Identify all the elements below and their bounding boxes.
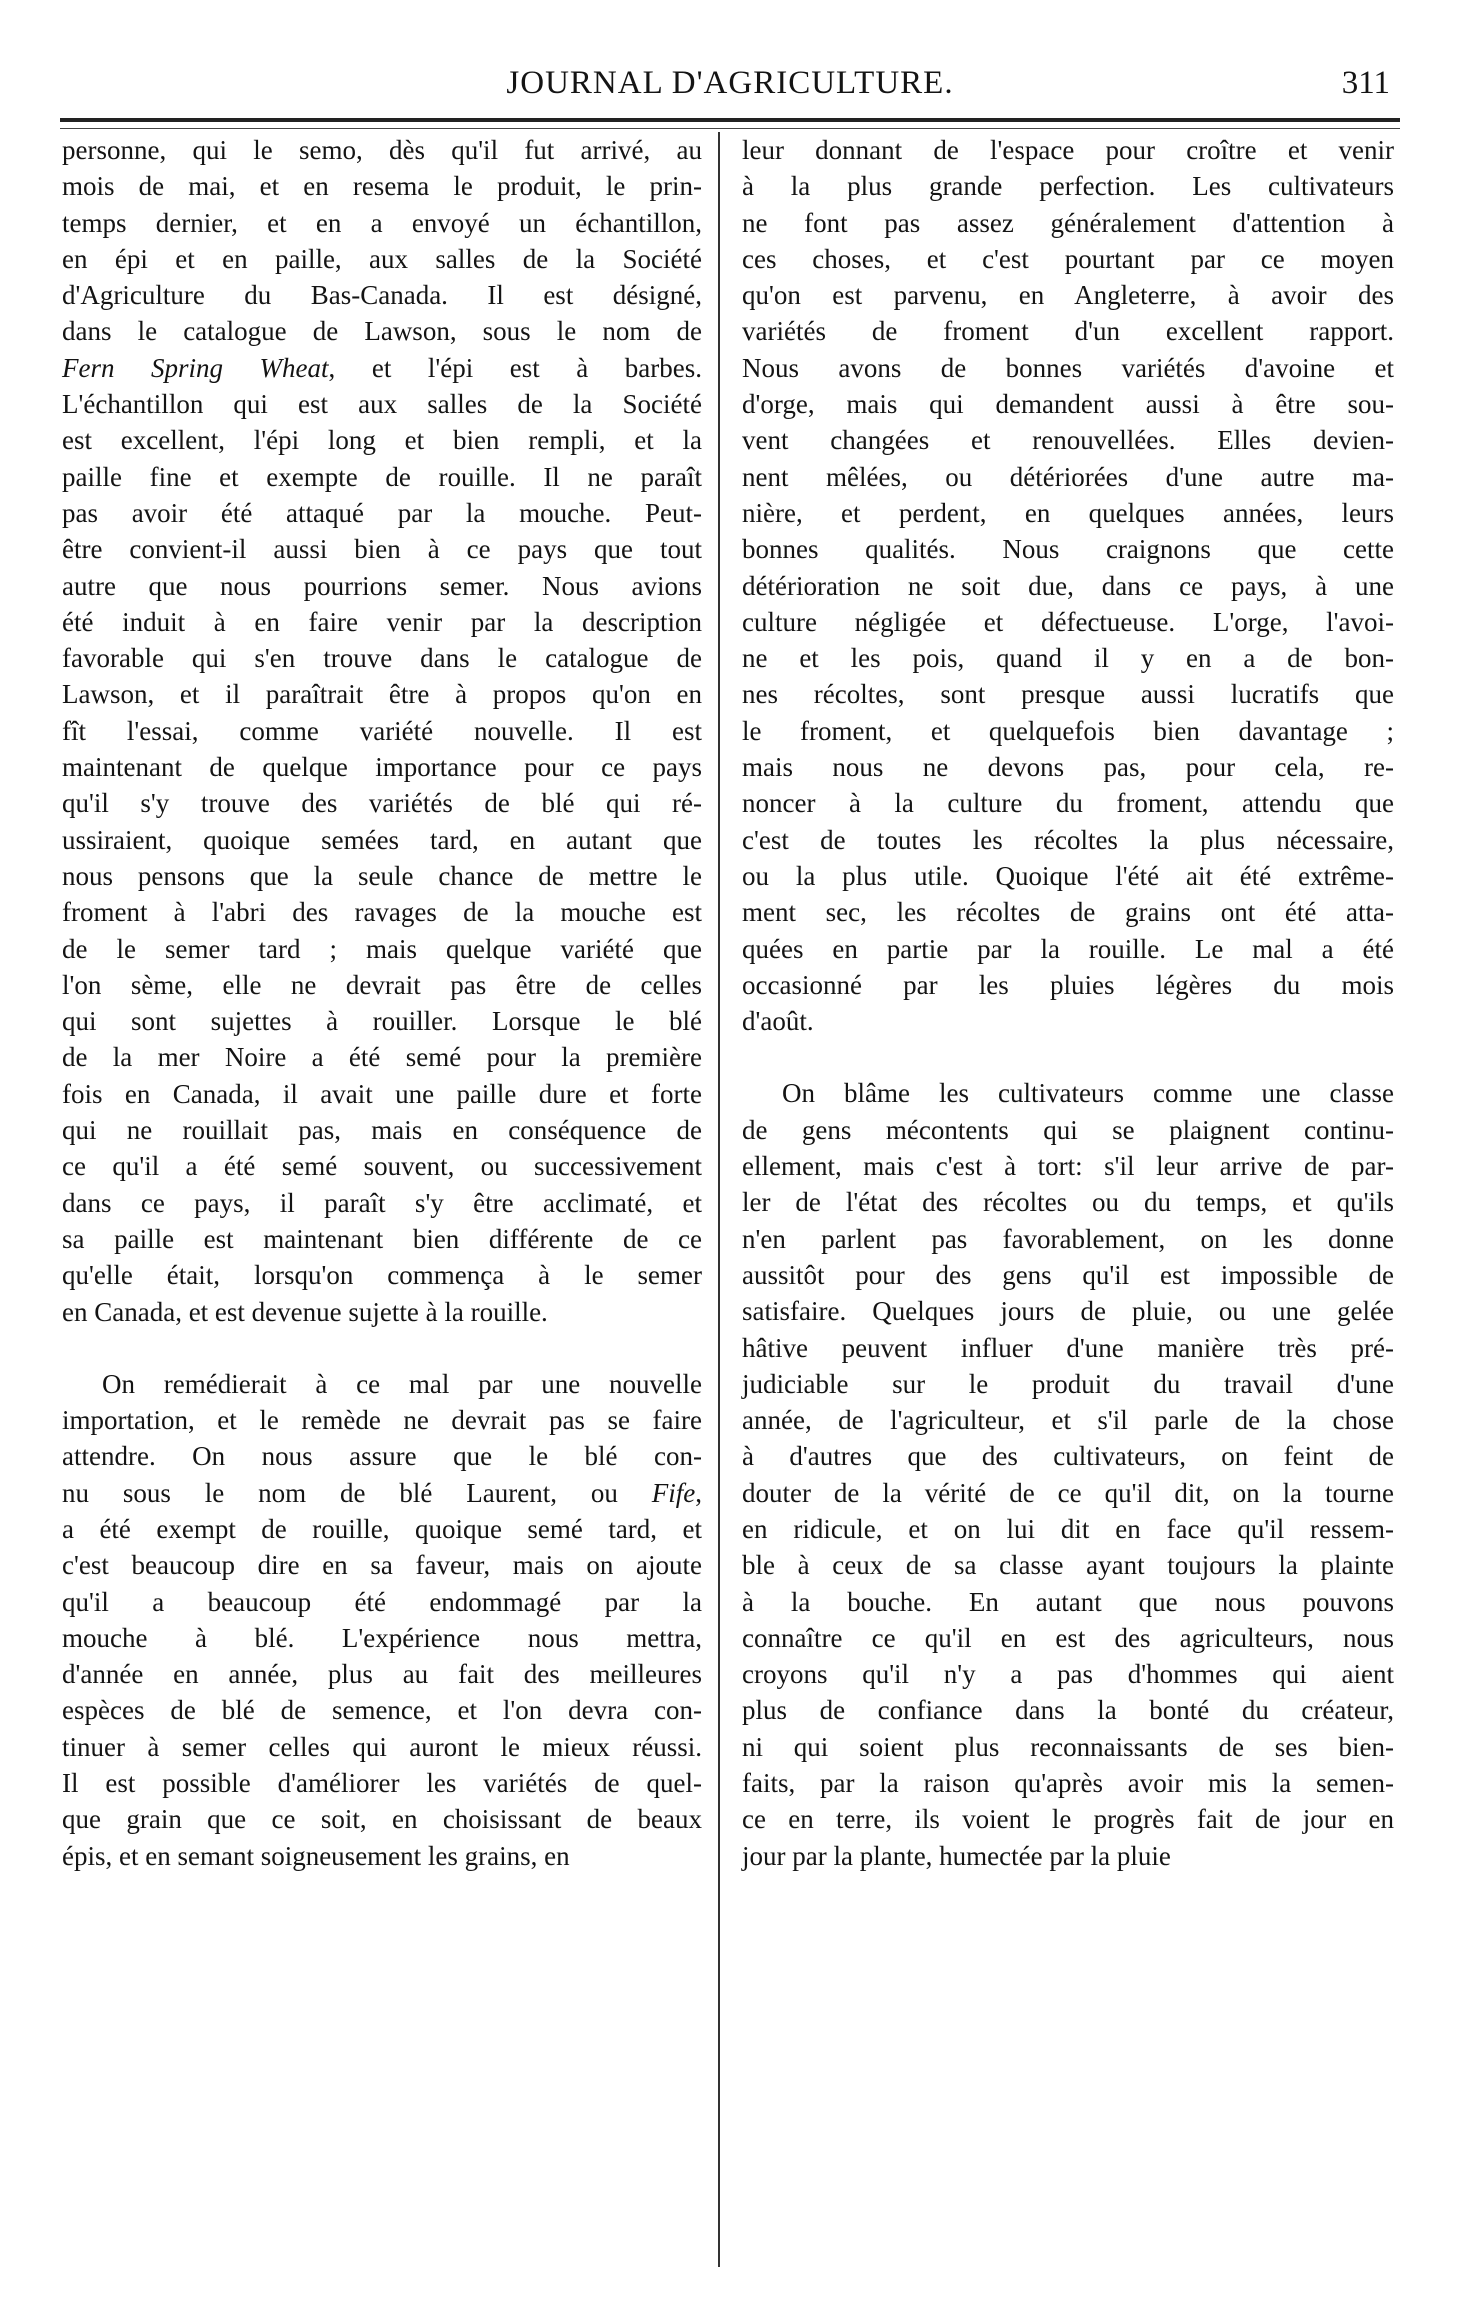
text-line: de gens mécontents qui se plaignent continu- [742, 1114, 1394, 1145]
text-line: espèces de blé de semence, et l'on devra con- [62, 1695, 702, 1726]
text-line: bonnes qualités. Nous craignons que cette [742, 534, 1394, 565]
right-paragraph-1 [742, 132, 1394, 1039]
text-line: le froment, et quelquefois bien davantage ; [742, 715, 1394, 746]
text-line: nent mêlées, ou détériorées d'une autre ma- [742, 461, 1394, 492]
column-divider [718, 132, 720, 2267]
text-line: ussiraient, quoique semées tard, en autant que [62, 824, 702, 855]
text-line: L'échantillon qui est aux salles de la Société [62, 389, 702, 420]
text-line: Fern Spring Wheat, et l'épi est à barbes. [62, 352, 702, 383]
text-line: dans ce pays, il paraît s'y être acclimaté, et [62, 1187, 702, 1218]
text-line: occasionné par les pluies légères du mois [742, 969, 1394, 1000]
text-line: en épi et en paille, aux salles de la Société [62, 243, 702, 274]
text-line: a été exempt de rouille, quoique semé tard, et [62, 1513, 702, 1544]
paragraph-gap [62, 1330, 702, 1366]
text-line: d'août. [742, 1006, 814, 1037]
text-line: noncer à la culture du froment, attendu que [742, 788, 1394, 819]
text-line: d'année en année, plus au fait des meilleures [62, 1659, 702, 1690]
text-line: n'en parlent pas favorablement, on les donne [742, 1223, 1394, 1254]
text-line: On blâme les cultivateurs comme une classe [782, 1078, 1394, 1109]
text-line: été induit à en faire venir par la description [62, 606, 702, 637]
text-line: culture négligée et défectueuse. L'orge, l'avoi- [742, 606, 1394, 637]
text-line: ble à ceux de sa classe ayant toujours la plainte [742, 1550, 1394, 1581]
text-line: qu'elle était, lorsqu'on commença à le semer [62, 1260, 702, 1291]
text-line: en Canada, et est devenue sujette à la rouille. [62, 1296, 548, 1327]
text-line: fois en Canada, il avait une paille dure et forte [62, 1078, 702, 1109]
text-line: ce qu'il a été semé souvent, ou successivement [62, 1151, 702, 1182]
right-column [742, 132, 1394, 1874]
text-line: de la mer Noire a été semé pour la première [62, 1042, 702, 1073]
text-line: hâtive peuvent influer d'une manière très pré- [742, 1332, 1394, 1363]
text-line: que grain que ce soit, en choisissant de beaux [62, 1804, 702, 1835]
text-line: mois de mai, et en resema le produit, le prin- [62, 171, 702, 202]
text-line: Nous avons de bonnes variétés d'avoine et [742, 352, 1394, 383]
text-line: ni qui soient plus reconnaissants de ses bien- [742, 1731, 1394, 1762]
header-rule-thin [60, 128, 1400, 129]
text-line: ne et les pois, quand il y en a de bon- [742, 643, 1394, 674]
text-line: en ridicule, et on lui dit en face qu'il ressem- [742, 1513, 1394, 1544]
text-line: être convient-il aussi bien à ce pays que tout [62, 534, 702, 565]
text-line: tinuer à semer celles qui auront le mieux réussi. [62, 1731, 702, 1762]
text-line: connaître ce qu'il en est des agriculteurs, nous [742, 1622, 1394, 1653]
text-line: mouche à blé. L'expérience nous mettra, [62, 1622, 702, 1653]
text-line: quées en partie par la rouille. Le mal a été [742, 933, 1394, 964]
header-rule-thick [60, 118, 1400, 122]
text-line: c'est beaucoup dire en sa faveur, mais on ajoute [62, 1550, 702, 1581]
text-line: mais nous ne devons pas, pour cela, re- [742, 752, 1394, 783]
text-line: ne font pas assez généralement d'attention à [742, 207, 1394, 238]
text-line: c'est de toutes les récoltes la plus nécessaire, [742, 824, 1394, 855]
text-line: judiciable sur le produit du travail d'une [742, 1368, 1394, 1399]
right-paragraph-2 [742, 1075, 1394, 1874]
text-line: personne, qui le semo, dès qu'il fut arrivé, au [62, 135, 702, 165]
text-line: pas avoir été attaqué par la mouche. Peut- [62, 497, 702, 528]
text-line: faits, par la raison qu'après avoir mis la semen- [742, 1768, 1394, 1799]
text-line: à la plus grande perfection. Les cultivateurs [742, 171, 1394, 202]
page-number: 311 [1341, 65, 1390, 101]
text-line: d'Agriculture du Bas-Canada. Il est désigné, [62, 280, 702, 311]
text-line: Il est possible d'améliorer les variétés de quel- [62, 1768, 702, 1799]
text-line: dans le catalogue de Lawson, sous le nom de [62, 316, 702, 347]
text-line: détérioration ne soit due, dans ce pays, à une [742, 570, 1394, 601]
text-line: année, de l'agriculteur, et s'il parle de la chose [742, 1405, 1394, 1436]
text-line: temps dernier, et en a envoyé un échantillon, [62, 207, 702, 238]
text-line: épis, et en semant soigneusement les grains, en [62, 1840, 570, 1871]
text-line: vent changées et renouvellées. Elles devien- [742, 425, 1394, 456]
text-line: froment à l'abri des ravages de la mouche est [62, 897, 702, 928]
text-line: l'on sème, elle ne devrait pas être de celles [62, 969, 702, 1000]
text-line: autre que nous pourrions semer. Nous avions [62, 570, 702, 601]
text-line: nière, et perdent, en quelques années, leurs [742, 497, 1394, 528]
text-line: ler de l'état des récoltes ou du temps, et qu'ils [742, 1187, 1394, 1218]
text-line: qu'il s'y trouve des variétés de blé qui ré- [62, 788, 702, 819]
paragraph-gap [742, 1039, 1394, 1075]
text-line: ment sec, les récoltes de grains ont été atta- [742, 897, 1394, 928]
left-paragraph-2 [62, 1366, 702, 1874]
text-line: d'orge, mais qui demandent aussi à être sou- [742, 389, 1394, 420]
text-line: sa paille est maintenant bien différente de ce [62, 1223, 702, 1254]
text-line: Lawson, et il paraîtrait être à propos qu'on en [62, 679, 702, 710]
text-line: ellement, mais c'est à tort: s'il leur arrive de par- [742, 1151, 1394, 1182]
text-line: jour par la plante, humectée par la pluie [742, 1840, 1171, 1871]
text-line: fît l'essai, comme variété nouvelle. Il est [62, 715, 702, 746]
text-line: qui sont sujettes à rouiller. Lorsque le blé [62, 1006, 702, 1037]
text-line: plus de confiance dans la bonté du créateur, [742, 1695, 1394, 1726]
text-line: satisfaire. Quelques jours de pluie, ou une gelée [742, 1296, 1394, 1327]
text-line: qu'il a beaucoup été endommagé par la [62, 1586, 702, 1617]
text-line: croyons qu'il n'y a pas d'hommes qui aient [742, 1659, 1394, 1690]
text-line: favorable qui s'en trouve dans le catalogue de [62, 643, 702, 674]
text-line: paille fine et exempte de rouille. Il ne paraît [62, 461, 702, 492]
text-line: qui ne rouillait pas, mais en conséquence de [62, 1115, 702, 1146]
text-line: variétés de froment d'un excellent rapport. [742, 316, 1394, 347]
text-line: On remédierait à ce mal par une nouvelle [102, 1368, 702, 1399]
text-line: douter de la vérité de ce qu'il dit, on la tourne [742, 1477, 1394, 1508]
left-column [62, 132, 702, 1874]
text-line: nes récoltes, sont presque aussi lucratifs que [742, 679, 1394, 710]
text-line: leur donnant de l'espace pour croître et venir [742, 135, 1394, 165]
text-line: qu'on est parvenu, en Angleterre, à avoir des [742, 280, 1394, 311]
text-line: attendre. On nous assure que le blé con- [62, 1441, 702, 1472]
text-line: est excellent, l'épi long et bien rempli, et la [62, 425, 702, 456]
text-line: nous pensons que la seule chance de mettre le [62, 860, 702, 891]
text-line: de le semer tard ; mais quelque variété que [62, 933, 702, 964]
text-line: nu sous le nom de blé Laurent, ou Fife, [62, 1477, 702, 1508]
text-line: à la bouche. En autant que nous pouvons [742, 1586, 1394, 1617]
text-line: à d'autres que des cultivateurs, on feint de [742, 1441, 1394, 1472]
left-paragraph-1 [62, 132, 702, 1330]
text-line: ce en terre, ils voient le progrès fait de jour en [742, 1804, 1394, 1835]
text-line: importation, et le remède ne devrait pas se faire [62, 1405, 702, 1436]
text-line: ces choses, et c'est pourtant par ce moyen [742, 243, 1394, 274]
text-line: maintenant de quelque importance pour ce pays [62, 752, 702, 783]
text-line: ou la plus utile. Quoique l'été ait été extrême- [742, 860, 1394, 891]
running-title: JOURNAL D'AGRICULTURE. [506, 65, 954, 101]
page-header [60, 58, 1400, 108]
text-line: aussitôt pour des gens qu'il est impossible de [742, 1259, 1394, 1290]
